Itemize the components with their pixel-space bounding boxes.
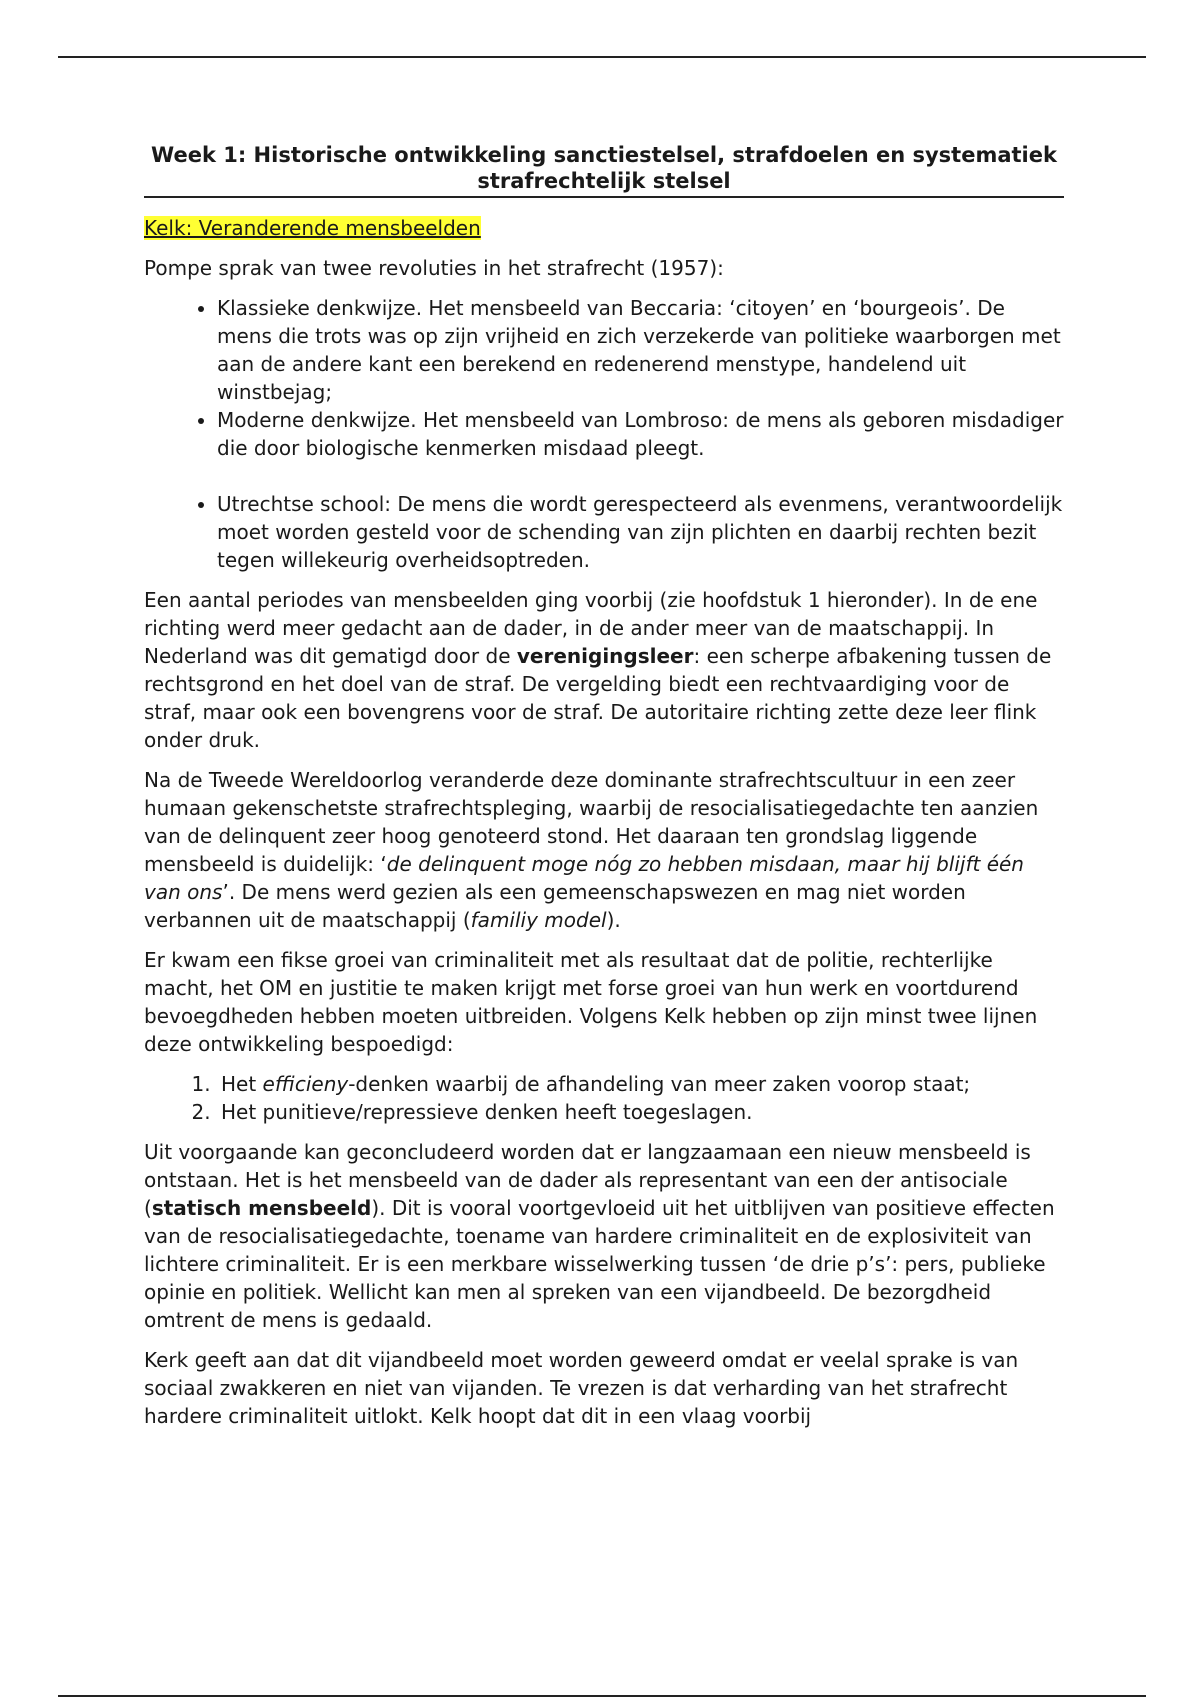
page-title: Week 1: Historische ontwikkeling sanctiestelsel, strafdoelen en systematiek strafrechtelijk stelsel (144, 142, 1064, 198)
paragraph-vijandbeeld: Kerk geeft aan dat dit vijandbeeld moet worden geweerd omdat er veelal sprake is van sociaal zwakkeren en niet van vijanden. Te vrezen is dat verharding van het strafrecht hardere criminaliteit uitlokt. Kelk hoopt dat dit in een vlaag voorbij (144, 1348, 1019, 1428)
highlighted-heading-text: Kelk: Veranderende mensbeelden (144, 216, 481, 240)
paragraph-criminality-growth: Er kwam een fikse groei van criminaliteit met als resultaat dat de politie, rechterlijke macht, het OM en justitie te maken krijgt met forse groei van hun werk en voortdurend bevoegdheden hebben moeten uitbreiden. Volgens Kelk hebben op zijn minst twee lijnen deze ontwikkeling bespoedigd: (144, 948, 1038, 1056)
paragraph-new-mensbeeld (144, 1138, 1064, 1334)
italic-term: efficieny (262, 1072, 349, 1096)
numbered-list (144, 1070, 1064, 1126)
list-item: • Klassieke denkwijze. Het mensbeeld van Beccaria: ‘citoyen’ en ‘bourgeois’. De mens die trots was op zijn vrijheid en zich verzekerde van politieke waarborgen met aan de andere kant een berekend en redenerend menstype, handelend uit winstbejag; (217, 294, 1064, 406)
text-run: Uit voorgaande kan geconcludeerd worden dat er langzaamaan een nieuw mensbeeld is ontstaan. Het is het mensbeeld van de dader als representant van een der antisociale ( (144, 1140, 1031, 1220)
list-item: • Moderne denkwijze. Het mensbeeld van Lombroso: de mens als geboren misdadiger die door biologische kenmerken misdaad pleegt. (217, 406, 1064, 462)
bullet-list (144, 294, 1064, 574)
text-run: : een scherpe afbakening tussen de rechtsgrond en het doel van de straf. De vergelding biedt een rechtvaardiging voor de straf, maar ook een bovengrens voor de straf. De autoritaire richting zette deze leer flink onder druk. (144, 644, 1052, 752)
text-run: ). (606, 908, 621, 932)
text-run: -denken waarbij de afhandeling van meer zaken voorop staat; (348, 1072, 971, 1096)
list-item: 2. Het punitieve/repressieve denken heeft toegeslagen. (217, 1098, 1064, 1126)
text-run: Een aantal periodes van mensbeelden ging voorbij (zie hoofdstuk 1 hieronder). In de ene richting werd meer gedacht aan de dader, in de ander meer van de maatschappij. In Nederland was dit gematigd door de (144, 588, 1038, 668)
italic-term: familiy model (470, 908, 607, 932)
text-run: ’. De mens werd gezien als een gemeenschapswezen en mag niet worden verbannen uit de maatschappij ( (144, 880, 966, 932)
header-rule (58, 56, 1146, 58)
paragraph-verenigingsleer (144, 586, 1064, 754)
italic-quote: de delinquent moge nóg zo hebben misdaan, maar hij blijft één van ons (144, 852, 1024, 904)
paragraph-post-war (144, 766, 1064, 934)
intro-paragraph: Pompe sprak van twee revoluties in het strafrecht (1957): (144, 256, 724, 280)
bold-term: verenigingsleer (516, 644, 694, 668)
document-body (144, 142, 1064, 1442)
list-spacer (217, 462, 1064, 490)
list-item: • Utrechtse school: De mens die wordt gerespecteerd als evenmens, verantwoordelijk moet worden gesteld voor de schending van zijn plichten en daarbij rechten bezit tegen willekeurig overheidsoptreden. (217, 490, 1064, 574)
section-heading (144, 214, 1064, 242)
footer-rule (58, 1695, 1146, 1697)
bold-term: statisch mensbeeld (151, 1196, 372, 1220)
text-run: Het (221, 1072, 263, 1096)
list-item (217, 1070, 1064, 1098)
text-run: Na de Tweede Wereldoorlog veranderde deze dominante strafrechtscultuur in een zeer humaan gekenschetste strafrechtspleging, waarbij de resocialisatiegedachte ten aanzien van de delinquent zeer hoog genoteerd stond. Het daaraan ten grondslag liggende mensbeeld is duidelijk: ‘ (144, 768, 1039, 876)
text-run: ). Dit is vooral voortgevloeid uit het uitblijven van positieve effecten van de resocialisatiegedachte, toename van hardere criminaliteit en de explosiviteit van lichtere criminaliteit. Er is een merkbare wisselwerking tussen ‘de drie p’s’: pers, publieke opinie en politiek. Wellicht kan men al spreken van een vijandbeeld. De bezorgdheid omtrent de mens is gedaald. (144, 1196, 1055, 1332)
